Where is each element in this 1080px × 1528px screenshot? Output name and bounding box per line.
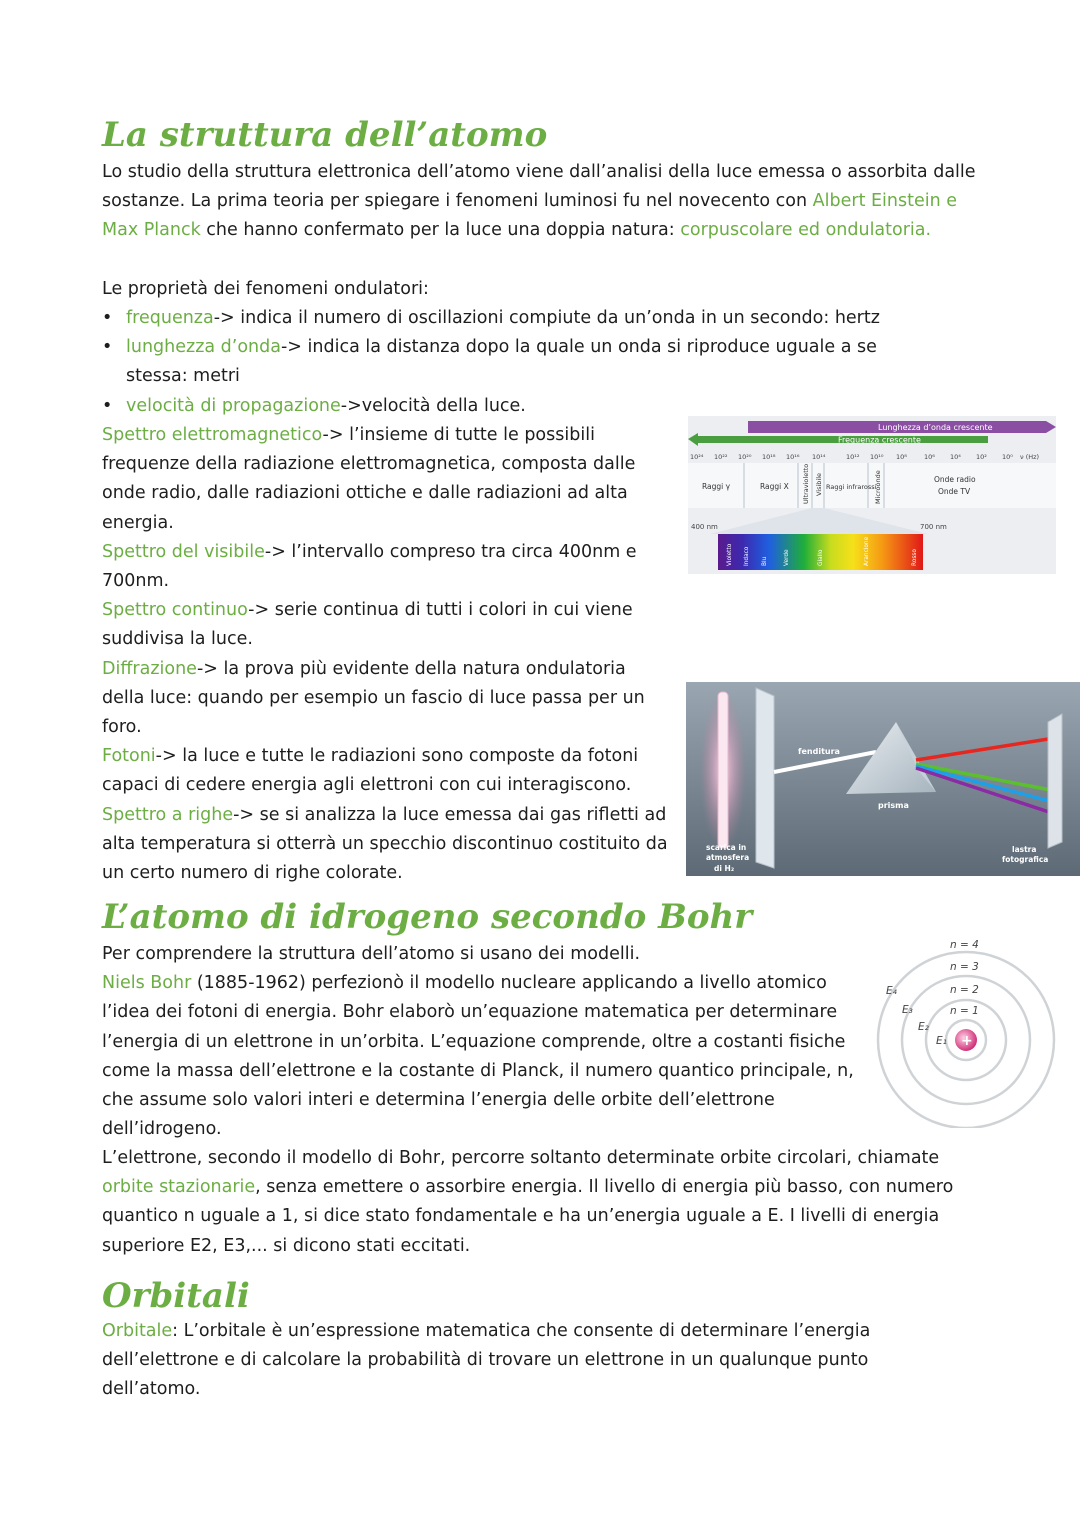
definition-continuous-spectrum: Spettro continuo-> serie continua di tutti i colori in cui viene suddivisa la luce. xyxy=(102,600,633,650)
source-label-3: di H₂ xyxy=(714,864,735,873)
nm-400-label: 400 nm xyxy=(691,523,718,531)
level-n1: n = 1 xyxy=(950,1005,979,1017)
slit-panel xyxy=(756,688,774,868)
level-n2: n = 2 xyxy=(950,984,979,996)
stationary-orbits-term: orbite stazionarie xyxy=(102,1177,256,1198)
definition-line-spectrum: Spettro a righe-> se si analizza la luce emessa dai gas rifletti ad alta temperatura si otterrà un specchio discontinuo costituito da un certo numero di righe colorate. xyxy=(102,804,668,884)
band-visible: Visibile xyxy=(815,472,823,496)
band-radio: Onde radio xyxy=(934,475,976,484)
band-infrared: Raggi infrarossi xyxy=(826,483,877,491)
tick-label: 10⁰ xyxy=(1002,453,1013,461)
definition-diffraction: Diffrazione-> la prova più evidente della natura ondulatoria della luce: quando per esempio un fascio di luce passa per un foro. xyxy=(102,658,645,738)
photographic-plate xyxy=(1048,714,1062,848)
einstein-planck: Albert Einstein e Max Planck xyxy=(102,191,958,241)
nucleus-charge: + xyxy=(961,1033,973,1049)
tick-label: 10¹⁶ xyxy=(786,453,800,461)
source-label-1: scarica in xyxy=(706,843,747,852)
tick-label: 10⁴ xyxy=(950,453,961,461)
tick-label: 10⁸ xyxy=(896,453,907,461)
tick-label: 10⁶ xyxy=(924,453,935,461)
tick-label: 10² xyxy=(976,453,987,461)
plate-label-1: lastra xyxy=(1012,845,1037,854)
band-tv: Onde TV xyxy=(938,487,971,496)
orbital-definition: Orbitale: L’orbitale è un’espressione matematica che consente di determinare l’energia dell’elettrone e di calcolare la probabilità di trovare un elettrone in un qualunque punto dell’atomo. xyxy=(102,1321,871,1400)
bohr-model-figure xyxy=(868,932,1068,1128)
tick-label: 10¹⁰ xyxy=(870,453,884,461)
color-indigo: Indaco xyxy=(744,546,750,566)
plate-label-2: fotografica xyxy=(1002,855,1049,864)
prism-figure xyxy=(686,682,1080,876)
band-microwave: Microonde xyxy=(874,470,882,504)
wave-properties-list xyxy=(102,304,918,421)
definitions-block xyxy=(102,421,670,888)
band-gamma: Raggi γ xyxy=(702,482,731,491)
tick-label: 10¹⁴ xyxy=(812,453,826,461)
definition-visible-spectrum: Spettro del visibile-> l’intervallo compreso tra circa 400nm e 700nm. xyxy=(102,541,637,592)
color-orange: Arancione xyxy=(864,536,870,566)
dual-nature: corpuscolare ed ondulatoria. xyxy=(680,220,932,241)
band-ultraviolet: Ultravioletto xyxy=(802,463,810,504)
tick-label: 10¹² xyxy=(846,453,860,461)
tick-label: 10²⁴ xyxy=(690,453,704,461)
section-title-bohr: L’atomo di idrogeno secondo Bohr xyxy=(102,897,753,937)
source-label-2: atmosfera xyxy=(706,853,750,862)
color-red: Rosso xyxy=(912,549,918,566)
tick-label: ν (Hz) xyxy=(1020,453,1040,461)
color-green: Verde xyxy=(784,549,790,566)
color-yellow: Giallo xyxy=(818,549,824,566)
niels-bohr: Niels Bohr xyxy=(102,973,192,994)
list-item: • frequenza-> indica il numero di oscillazioni compiute da un’onda in un secondo: hertz xyxy=(102,304,918,333)
section-title-orbitals: Orbitali xyxy=(102,1276,250,1316)
definition-photons: Fotoni-> la luce e tutte le radiazioni sono composte da fotoni capaci di cedere energia agli elettroni con cui interagiscono. xyxy=(102,746,639,796)
list-item: • lunghezza d’onda-> indica la distanza dopo la quale un onda si riproduce uguale a se stessa: metri xyxy=(102,333,918,391)
energy-e2: E₂ xyxy=(918,1021,929,1033)
bohr-paragraph: Per comprendere la struttura dell’atomo si usano dei modelli. Niels Bohr (1885-1962) perfezionò il modello nucleare applicando a livello atomico l’idea dei fotoni di energia. Bohr elaborò un’equazione matematica per determinare l’energia di un elettrone in un’orbita. L’equazione comprende, oltre a costanti fisiche come la massa dell’elettrone e la costante di Planck, il numero quantico principale, n, che assume solo valori interi e determina l’energia delle orbite dell’elettrone dell’idrogeno. xyxy=(102,944,854,1140)
frequency-arrow-label: Frequenza crescente xyxy=(838,435,921,445)
em-spectrum-figure xyxy=(688,416,1056,574)
stationary-orbits-paragraph: L’elettrone, secondo il modello di Bohr, percorre soltanto determinate orbite circolari, chiamate orbite stazionarie, senza emettere o assorbire energia. Il livello di energia più basso, con numero quantico n uguale a 1, si dice stato fondamentale e ha un’energia uguale a E. I livelli di energia superiore E2, E3,... si dicono stati eccitati. xyxy=(102,1148,954,1256)
energy-e4: E₄ xyxy=(886,985,897,997)
h2-discharge-tube xyxy=(718,692,728,848)
nm-700-label: 700 nm xyxy=(920,523,947,531)
level-n4: n = 4 xyxy=(950,939,979,951)
band-xray: Raggi X xyxy=(760,482,789,491)
orbital-term: Orbitale xyxy=(102,1321,173,1341)
prism-label: prisma xyxy=(878,801,909,810)
wave-properties-intro: Le proprietà dei fenomeni ondulatori: xyxy=(102,279,429,299)
list-item: • velocità di propagazione->velocità della luce. xyxy=(102,392,918,421)
intro-paragraph: Lo studio della struttura elettronica dell’atomo viene dall’analisi della luce emessa o assorbita dalle sostanze. La prima teoria per spiegare i fenomeni luminosi fu nel novecento con Albert Einstein e Max Planck che hanno confermato per la luce una doppia natura: corpuscolare ed ondulatoria. xyxy=(102,162,976,241)
level-n3: n = 3 xyxy=(950,961,979,973)
section-title-atom-structure: La struttura dell’atomo xyxy=(102,115,548,155)
tick-label: 10²² xyxy=(714,453,728,461)
wavelength-arrow-label: Lunghezza d’onda crescente xyxy=(878,423,993,432)
tick-label: 10¹⁸ xyxy=(762,453,776,461)
tick-label: 10²⁰ xyxy=(738,453,752,461)
slit-label: fenditura xyxy=(798,747,840,756)
energy-e3: E₃ xyxy=(902,1004,913,1016)
color-blue: Blu xyxy=(762,556,768,566)
color-violet: Violetto xyxy=(727,543,733,566)
definition-em-spectrum: Spettro elettromagnetico-> l’insieme di tutte le possibili frequenze della radiazione elettromagnetica, composta dalle onde radio, dalle radiazioni ottiche e dalle radiazioni ad alta energia. xyxy=(102,425,636,533)
energy-e1: E₁ xyxy=(936,1035,947,1047)
